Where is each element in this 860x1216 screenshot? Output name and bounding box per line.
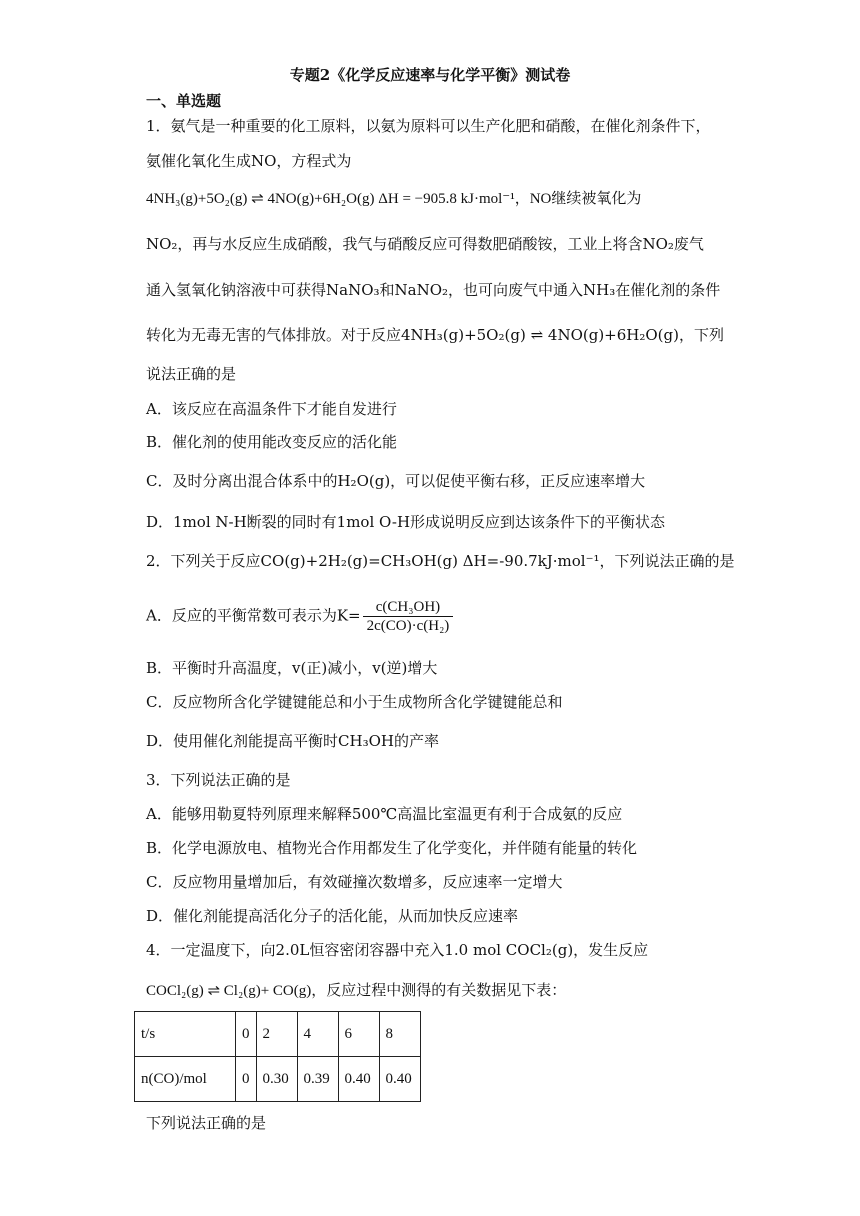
q3-option: B．化学电源放电、植物光合作用都发生了化学变化，并伴随有能量的转化 — [146, 839, 638, 857]
table-cell: 2 — [256, 1012, 297, 1057]
q1-option: B．催化剂的使用能改变反应的活化能 — [146, 433, 398, 451]
q3-option: C．反应物用量增加后，有效碰撞次数增多，反应速率一定增大 — [146, 873, 563, 891]
table-cell: t/s — [135, 1012, 236, 1057]
page-title: 专题2《化学反应速率与化学平衡》测试卷 — [289, 66, 571, 84]
q3-option: A．能够用勒夏特列原理来解释500℃高温比室温更有利于合成氨的反应 — [146, 805, 623, 823]
table-cell: 6 — [338, 1012, 379, 1057]
q1-option: D．1mol N-H断裂的同时有1mol O-H形成说明反应到达该条件下的平衡状态 — [146, 513, 666, 531]
q4-reaction: COCl₂(g) ⇌ Cl₂(g)+ CO(g)，反应过程中测得的有关数据见下表： — [146, 983, 567, 999]
q1-line: 通入氢氧化钠溶液中可获得NaNO₃和NaNO₂，也可向废气中通入NH₃在催化剂的条件 — [146, 281, 721, 299]
q1-line: 转化为无毒无害的气体排放。对于反应4NH₃(g)+5O₂(g) ⇌ 4NO(g)+6H₂O(g)，下列 — [146, 326, 724, 344]
q2-option-a-prefix: A．反应的平衡常数可表示为K= — [146, 606, 361, 625]
q1-line: 氨催化氧化生成NO，方程式为 — [146, 152, 352, 170]
q3-stem: 3．下列说法正确的是 — [146, 771, 291, 789]
q2-option: B．平衡时升高温度，v(正)减小，v(逆)增大 — [146, 659, 438, 677]
table-cell: 0 — [236, 1012, 257, 1057]
q1-line: 说法正确的是 — [146, 365, 237, 383]
equilibrium-constant-fraction — [363, 598, 454, 635]
table-cell: 0.30 — [256, 1057, 297, 1102]
fraction-denominator: 2c(CO)·c(H₂) — [366, 618, 450, 634]
q2-option-a — [146, 598, 453, 635]
q3-option: D．催化剂能提高活化分子的活化能，从而加快反应速率 — [146, 907, 519, 925]
table-row — [135, 1057, 421, 1102]
table-cell: 0.40 — [379, 1057, 420, 1102]
table-cell: 0 — [236, 1057, 257, 1102]
q1-option: A．该反应在高温条件下才能自发进行 — [146, 400, 397, 418]
fraction-numerator: c(CH₃OH) — [363, 598, 454, 617]
table-cell: 4 — [297, 1012, 338, 1057]
q2-option: C．反应物所含化学键键能总和小于生成物所含化学键键能总和 — [146, 693, 563, 711]
table-cell: 8 — [379, 1012, 420, 1057]
section-heading: 一、单选题 — [146, 92, 222, 110]
q1-option: C．及时分离出混合体系中的H₂O(g)，可以促使平衡右移，正反应速率增大 — [146, 472, 646, 490]
q4-after: 下列说法正确的是 — [146, 1114, 267, 1132]
data-table — [134, 1011, 421, 1102]
q1-line: NO₂，再与水反应生成硝酸，我气与硝酸反应可得数肥硝酸铵，工业上将含NO₂废气 — [146, 235, 704, 253]
q1-line: 1．氨气是一种重要的化工原料，以氨为原料可以生产化肥和硝酸，在催化剂条件下， — [146, 117, 711, 135]
table-cell: 0.39 — [297, 1057, 338, 1102]
q4-stem: 4．一定温度下，向2.0L恒容密闭容器中充入1.0 mol COCl₂(g)，发生反应 — [146, 941, 649, 959]
q2-option: D．使用催化剂能提高平衡时CH₃OH的产率 — [146, 732, 439, 750]
table-cell: n(CO)/mol — [135, 1057, 236, 1102]
table-cell: 0.40 — [338, 1057, 379, 1102]
table-row — [135, 1012, 421, 1057]
q2-stem: 2．下列关于反应CO(g)+2H₂(g)=CH₃OH(g) ΔH=-90.7kJ·mol⁻¹，下列说法正确的是 — [146, 552, 735, 570]
q1-line: 4NH₃(g)+5O₂(g) ⇌ 4NO(g)+6H₂O(g) ΔH = −905.8 kJ·mol⁻¹，NO继续被氧化为 — [146, 191, 642, 207]
